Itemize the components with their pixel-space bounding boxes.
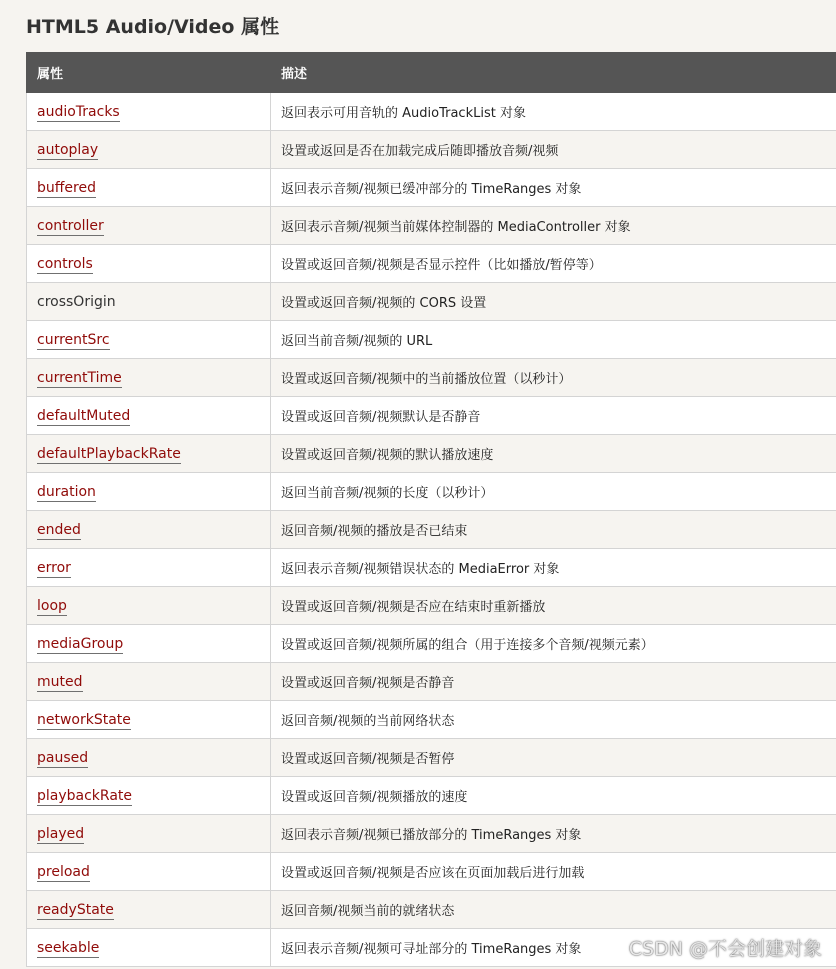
- column-header-attribute: 属性: [27, 53, 271, 93]
- table-row: [27, 511, 836, 549]
- table-row: [27, 815, 836, 853]
- attribute-link[interactable]: audioTracks: [37, 103, 120, 120]
- attribute-cell: [27, 207, 271, 245]
- attribute-link[interactable]: controller: [37, 217, 104, 234]
- description-cell: 设置或返回音频/视频播放的速度: [271, 777, 836, 815]
- description-cell: 返回当前音频/视频的 URL: [271, 321, 836, 359]
- table-row: [27, 435, 836, 473]
- description-cell: 设置或返回音频/视频的 CORS 设置: [271, 283, 836, 321]
- attribute-link[interactable]: readyState: [37, 901, 114, 918]
- table-row: [27, 701, 836, 739]
- attribute-link[interactable]: duration: [37, 483, 96, 500]
- attribute-link[interactable]: paused: [37, 749, 89, 766]
- attribute-link[interactable]: error: [37, 559, 71, 576]
- attribute-link[interactable]: currentTime: [37, 369, 122, 386]
- description-cell: 设置或返回音频/视频的默认播放速度: [271, 435, 836, 473]
- table-row: [27, 321, 836, 359]
- attribute-link[interactable]: defaultPlaybackRate: [37, 445, 181, 462]
- attribute-cell: [27, 359, 271, 397]
- table-row: [27, 739, 836, 777]
- table-header: [27, 53, 836, 93]
- attribute-link[interactable]: muted: [37, 673, 83, 690]
- description-cell: 设置或返回音频/视频中的当前播放位置（以秒计）: [271, 359, 836, 397]
- attribute-cell: [27, 283, 271, 321]
- attribute-link[interactable]: loop: [37, 597, 67, 614]
- table-row: [27, 131, 836, 169]
- attribute-link[interactable]: controls: [37, 255, 93, 272]
- attribute-cell: [27, 587, 271, 625]
- attribute-cell: [27, 473, 271, 511]
- attribute-link[interactable]: networkState: [37, 711, 131, 728]
- column-header-description: 描述: [271, 53, 836, 93]
- description-cell: 返回表示音频/视频已播放部分的 TimeRanges 对象: [271, 815, 836, 853]
- description-cell: 设置或返回音频/视频所属的组合（用于连接多个音频/视频元素）: [271, 625, 836, 663]
- description-cell: 返回表示音频/视频错误状态的 MediaError 对象: [271, 549, 836, 587]
- table-row: [27, 169, 836, 207]
- table-row: [27, 777, 836, 815]
- description-cell: 返回表示音频/视频当前媒体控制器的 MediaController 对象: [271, 207, 836, 245]
- watermark: CSDN @不会创建对象: [628, 938, 822, 960]
- description-cell: 设置或返回音频/视频是否静音: [271, 663, 836, 701]
- attribute-link[interactable]: played: [37, 825, 85, 842]
- description-cell: 设置或返回音频/视频是否应该在页面加载后进行加载: [271, 853, 836, 891]
- attribute-link[interactable]: playbackRate: [37, 787, 133, 804]
- attribute-cell: [27, 663, 271, 701]
- description-cell: 设置或返回音频/视频默认是否静音: [271, 397, 836, 435]
- attribute-link[interactable]: autoplay: [37, 141, 99, 158]
- description-cell: 返回音频/视频当前的就绪状态: [271, 891, 836, 929]
- attribute-cell: [27, 625, 271, 663]
- attribute-link[interactable]: ended: [37, 521, 81, 538]
- description-cell: 返回表示音频/视频已缓冲部分的 TimeRanges 对象: [271, 169, 836, 207]
- attribute-cell: [27, 701, 271, 739]
- attribute-cell: [27, 815, 271, 853]
- attribute-cell: [27, 435, 271, 473]
- table-row: [27, 853, 836, 891]
- attribute-cell: [27, 511, 271, 549]
- table-row: [27, 245, 836, 283]
- table-row: [27, 891, 836, 929]
- table-row: [27, 625, 836, 663]
- attribute-cell: [27, 245, 271, 283]
- description-cell: 返回表示音频/视频可寻址部分的 TimeRanges 对象: [271, 929, 836, 967]
- attribute-cell: [27, 321, 271, 359]
- attribute-cell: [27, 397, 271, 435]
- attribute-cell: [27, 549, 271, 587]
- attribute-name: crossOrigin: [37, 293, 116, 310]
- page-title: HTML5 Audio/Video 属性: [26, 16, 280, 38]
- attribute-cell: [27, 929, 271, 967]
- description-cell: 设置或返回音频/视频是否应在结束时重新播放: [271, 587, 836, 625]
- attributes-table: [26, 52, 836, 967]
- table-row: [27, 93, 836, 131]
- table-body: [27, 93, 836, 967]
- attribute-link[interactable]: buffered: [37, 179, 96, 196]
- attribute-cell: [27, 891, 271, 929]
- attribute-link[interactable]: seekable: [37, 939, 100, 956]
- attribute-link[interactable]: defaultMuted: [37, 407, 131, 424]
- description-cell: 返回当前音频/视频的长度（以秒计）: [271, 473, 836, 511]
- table-row: [27, 283, 836, 321]
- table-row: [27, 473, 836, 511]
- table-row: [27, 397, 836, 435]
- table-row: [27, 549, 836, 587]
- attribute-cell: [27, 131, 271, 169]
- attribute-link[interactable]: mediaGroup: [37, 635, 124, 652]
- table-row: [27, 207, 836, 245]
- description-cell: 设置或返回是否在加载完成后随即播放音频/视频: [271, 131, 836, 169]
- description-cell: 返回音频/视频的当前网络状态: [271, 701, 836, 739]
- table-row: [27, 359, 836, 397]
- table-row: [27, 663, 836, 701]
- attribute-cell: [27, 169, 271, 207]
- attribute-cell: [27, 93, 271, 131]
- attribute-cell: [27, 777, 271, 815]
- attribute-cell: [27, 853, 271, 891]
- description-cell: 返回表示可用音轨的 AudioTrackList 对象: [271, 93, 836, 131]
- description-cell: 返回音频/视频的播放是否已结束: [271, 511, 836, 549]
- table-row: [27, 587, 836, 625]
- description-cell: 设置或返回音频/视频是否显示控件（比如播放/暂停等）: [271, 245, 836, 283]
- attribute-link[interactable]: preload: [37, 863, 90, 880]
- description-cell: 设置或返回音频/视频是否暂停: [271, 739, 836, 777]
- attribute-link[interactable]: currentSrc: [37, 331, 110, 348]
- attribute-cell: [27, 739, 271, 777]
